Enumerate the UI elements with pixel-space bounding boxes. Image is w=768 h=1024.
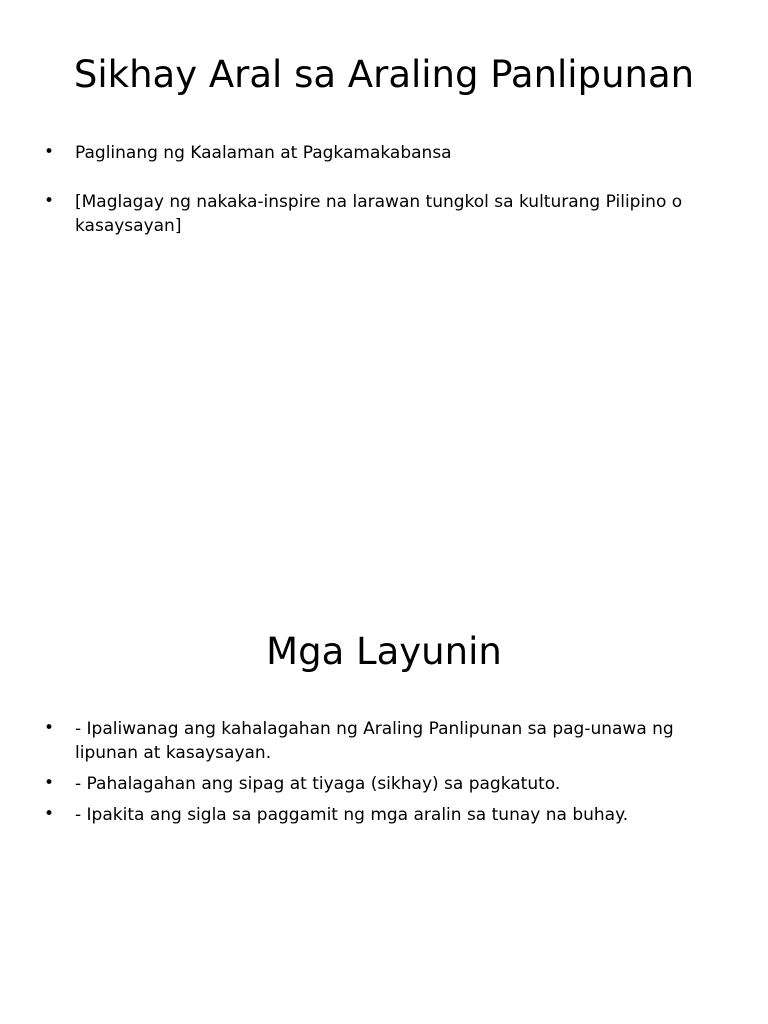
list-item: [0, 772, 768, 796]
bullet-text: - Ipaliwanag ang kahalagahan ng Araling Panlipunan sa pag-unawa ng lipunan at kasaysayan.: [75, 719, 674, 763]
bullet-icon: •: [44, 773, 55, 793]
bullet-text: - Ipakita ang sigla sa paggamit ng mga aralin sa tunay na buhay.: [75, 805, 629, 825]
slide-2: [0, 512, 768, 1024]
bullet-text: Paglinang ng Kaalaman at Pagkamakabansa: [75, 143, 452, 163]
bullet-list: [0, 141, 768, 263]
bullet-icon: •: [44, 718, 55, 738]
bullet-text: [Maglagay ng nakaka-inspire na larawan tungkol sa kulturang Pilipino o kasaysayan]: [75, 192, 683, 236]
list-item: [0, 141, 768, 165]
slide-title: Sikhay Aral sa Araling Panlipunan: [73, 53, 695, 96]
list-item: [0, 803, 768, 827]
bullet-icon: •: [44, 191, 55, 211]
bullet-icon: •: [44, 142, 55, 162]
bullet-list: [0, 717, 768, 834]
slide-title: Mga Layunin: [266, 630, 502, 673]
bullet-text: - Pahalagahan ang sipag at tiyaga (sikhay) sa pagkatuto.: [75, 774, 561, 794]
list-item: [0, 190, 768, 238]
bullet-icon: •: [44, 804, 55, 824]
list-item: [0, 717, 768, 765]
